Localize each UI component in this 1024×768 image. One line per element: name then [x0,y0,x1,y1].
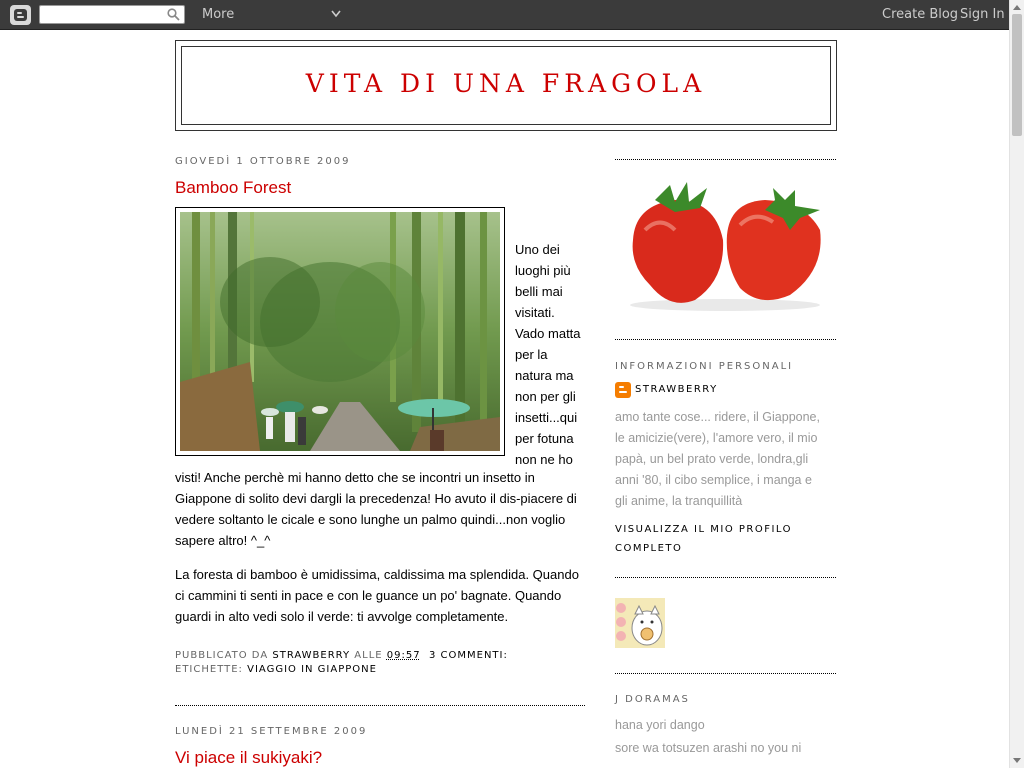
sidebar-separator [615,577,836,578]
sidebar-separator [615,339,836,340]
text-line: insetti...qui [515,410,578,425]
text-line: le amicizie(vere), l'amore vero, il mio [615,431,818,445]
text-line: luoghi più [515,263,571,278]
scroll-thumb[interactable] [1012,14,1022,136]
sidebar-separator [615,673,836,674]
dorama-list-item[interactable]: hana yori dango [615,718,705,732]
text-line: amo tante cose... ridere, il Giappone, [615,410,820,424]
doramas-list [615,714,835,760]
published-by-label: PUBBLICATO DA [175,650,269,661]
text-line: non per gli [515,389,576,404]
text-line: papà, un bel prato verde, londra,gli [615,452,809,466]
text-line: Vado matta [515,326,581,341]
text-line: La foresta di bamboo è umidissima, caldissima ma splendida. Quando [175,567,579,582]
post-body-full [175,467,590,551]
blogger-navbar [0,0,1009,30]
lucky-cat-badge[interactable] [615,598,665,648]
post-separator [175,705,585,706]
blog-header [175,40,837,131]
post-footer-line-2 [175,664,377,675]
comments-link[interactable]: 3 COMMENTI: [428,650,508,661]
text-line: belli mai [515,284,563,299]
text-line: ci cammini ti senti in pace e con le guance un po' bagnate. Quando [175,588,562,603]
text-line: sapere altro! ^_^ [175,533,271,548]
blog-title[interactable]: VITA DI UNA FRAGOLA [305,69,707,98]
chevron-down-icon[interactable] [330,8,342,20]
text-line: vedere soltanto le cicale e sono lunghe un palmo quindi...non voglio [175,512,566,527]
profile-heading: INFORMAZIONI PERSONALI [615,361,794,372]
author-link[interactable]: STRAWBERRY [272,650,351,661]
text-line: gli anime, la tranquillità [615,494,743,508]
blogger-profile-icon [615,382,631,398]
more-menu[interactable]: More [202,7,235,22]
text-line: Giappone di solito devi dargli la precedenza! Ho avuto il dis-piacere di [175,491,577,506]
text-line: natura ma [515,368,574,383]
post-date: LUNEDÌ 21 SETTEMBRE 2009 [175,726,368,737]
sidebar-separator [615,159,836,160]
sign-in-link[interactable]: Sign In [960,7,1005,22]
post-image-frame[interactable] [175,207,505,456]
search-input[interactable] [39,5,185,24]
text-line: per fotuna [515,431,574,446]
search-icon[interactable] [167,8,180,21]
doramas-heading: J DORAMAS [615,694,690,705]
bamboo-forest-photo[interactable] [180,212,500,451]
view-profile-link[interactable]: VISUALIZZA IL MIO PROFILO [615,524,793,535]
profile-name-link[interactable]: STRAWBERRY [635,384,718,395]
post-title[interactable]: Vi piace il sukiyaki? [175,748,323,767]
post-title[interactable]: Bamboo Forest [175,178,292,197]
text-line: anni '80, il cibo semplice, i manga e [615,473,812,487]
post-time-link[interactable]: 09:57 [386,650,421,661]
text-line: guardi in alto vedi solo il verde: ti avvolge completamente. [175,609,509,624]
blogger-logo-icon[interactable] [10,5,31,25]
at-label: ALLE [354,650,383,661]
text-line: non ne ho [515,452,573,467]
text-line: visitati. [515,305,555,320]
strawberry-image [615,170,837,320]
label-link[interactable]: VIAGGIO IN GIAPPONE [247,664,377,675]
post-body-paragraph-2 [175,564,590,627]
dorama-list-item[interactable]: sore wa totsuzen arashi no you ni [615,741,802,755]
post-date: GIOVEDÌ 1 OTTOBRE 2009 [175,156,351,167]
view-profile-link-2[interactable]: COMPLETO [615,543,683,554]
scroll-up-icon[interactable] [1013,4,1021,10]
post-body-wrap [515,239,590,470]
labels-prefix: ETICHETTE: [175,664,243,675]
scrollbar[interactable] [1009,0,1024,768]
blog-header-inner [181,46,831,125]
post-footer-line-1 [175,650,508,661]
scroll-down-icon[interactable] [1013,758,1021,764]
create-blog-link[interactable]: Create Blog [882,7,959,22]
text-line: per la [515,347,548,362]
text-line: visti! Anche perchè mi hanno detto che se incontri un insetto in [175,470,535,485]
text-line: Uno dei [515,242,560,257]
profile-about [615,407,835,512]
